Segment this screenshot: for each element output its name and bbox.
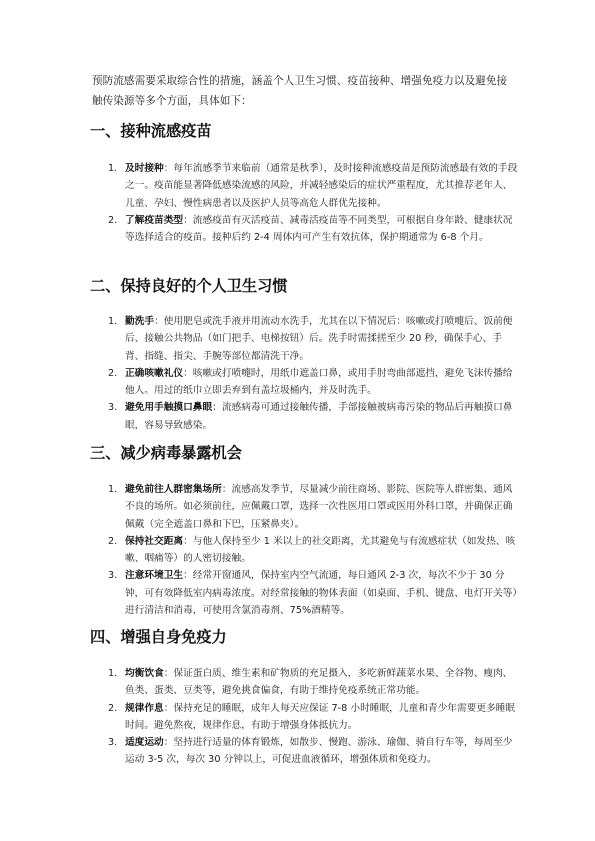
list-item-term: 了解疫苗类型	[125, 214, 184, 226]
list-item-term: 避免前往人群密集场所	[125, 484, 222, 495]
list-item-text: ：经常开窗通风，保持室内空气流通，每日通风 2-3 次，每次不少于 30 分钟，可有效降低室内病毒浓度。对经常接触的物体表面（如桌面、手机、键盘、电灯开关等）进行清洁和消毒，可使用含氯消毒剂、75%酒精等。	[125, 570, 518, 617]
list-number: 2.	[108, 214, 118, 226]
list-number: 3.	[108, 570, 118, 582]
list-item	[108, 533, 518, 568]
list-item-text: ：保持充足的睡眠，成年人每天应保证 7-8 小时睡眠，儿童和青少年需要更多睡眠时间。避免熬夜，规律作息，有助于增强身体抵抗力。	[125, 702, 516, 731]
list-item-text: ：坚持进行适量的体育锻炼，如散步、慢跑、游泳、瑜伽、骑自行车等，每周至少运动 3-5 次，每次 30 分钟以上，可促进血液循环，增强体质和免疫力。	[125, 737, 513, 766]
list-item	[108, 313, 518, 365]
list-number: 2.	[108, 367, 118, 379]
list-item-term: 避免用手触摸口鼻眼	[125, 402, 213, 414]
section-list-immunity	[108, 665, 518, 769]
list-item	[108, 567, 518, 619]
list-number: 1.	[108, 163, 118, 174]
list-item	[108, 365, 518, 400]
list-number: 3.	[108, 737, 118, 749]
list-item-text: ：使用肥皂或洗手液并用流动水洗手，尤其在以下情况后：咳嗽或打喷嚏后、饭前便后、接触公共物品（如门把手、电梯按钮）后。洗手时需揉搓至少 20 秒，确保手心、手背、指缝、指尖、手腕等部位都清洗干净。	[125, 316, 513, 362]
list-number: 1.	[108, 316, 118, 327]
intro-paragraph: 预防流感需要采取综合性的措施，涵盖个人卫生习惯、疫苗接种、增强免疫力以及避免接触传染源等多个方面，具体如下：	[92, 75, 508, 107]
list-number: 2.	[108, 535, 118, 547]
list-item	[108, 481, 518, 533]
section-heading-immunity: 四、增强自身免疫力	[90, 628, 227, 646]
list-item-text: ：每年流感季节来临前（通常是秋季），及时接种流感疫苗是预防流感最有效的手段之一。疫苗能显著降低感染流感的风险，并减轻感染后的症状严重程度，尤其推荐老年人、儿童、孕妇、慢性病患者以及医护人员等高危人群优先接种。	[125, 163, 518, 209]
section-list-hygiene	[108, 313, 518, 434]
section-heading-hygiene: 二、保持良好的个人卫生习惯	[90, 277, 288, 295]
list-item-term: 及时接种	[125, 163, 164, 174]
section-heading-exposure: 三、减少病毒暴露机会	[90, 444, 242, 462]
section-heading-vaccination: 一、接种流感疫苗	[90, 122, 212, 140]
list-item	[108, 665, 518, 700]
list-item-term: 正确咳嗽礼仪	[125, 367, 184, 379]
list-number: 1.	[108, 668, 118, 679]
list-number: 2.	[108, 702, 118, 714]
list-item-text: ：流感疫苗有灭活疫苗、减毒活疫苗等不同类型，可根据自身年龄、健康状况等选择适合的疫苗。接种后约 2-4 周体内可产生有效抗体，保护期通常为 6-8 个月。	[125, 214, 513, 244]
list-item-term: 均衡饮食	[125, 668, 164, 679]
list-item	[108, 160, 518, 212]
list-item	[108, 399, 518, 434]
list-item	[108, 700, 518, 735]
list-item	[108, 734, 518, 769]
list-item-term: 勤洗手	[125, 316, 155, 327]
list-item-text: ：咳嗽或打喷嚏时，用纸巾遮盖口鼻，或用手肘弯曲部遮挡，避免飞沫传播给他人。用过的纸巾立即丢弃到有盖垃圾桶内，并及时洗手。	[125, 367, 513, 397]
section-list-exposure	[108, 481, 518, 619]
list-item	[108, 212, 518, 247]
list-item-term: 规律作息	[125, 702, 164, 714]
section-list-vaccination	[108, 160, 518, 246]
list-item-text: ：保证蛋白质、维生素和矿物质的充足摄入，多吃新鲜蔬菜水果、全谷物、瘦肉、鱼类、蛋类、豆类等，避免挑食偏食，有助于维持免疫系统正常功能。	[125, 668, 513, 697]
list-number: 3.	[108, 402, 118, 414]
list-item-term: 适度运动	[125, 737, 164, 749]
list-item-text: ：流感高发季节，尽量减少前往商场、影院、医院等人群密集、通风不良的场所。如必须前往，应佩戴口罩，选择一次性医用口罩或医用外科口罩，并确保正确佩戴（完全遮盖口鼻和下巴，压紧鼻夹）。	[125, 484, 513, 530]
list-item-term: 保持社交距离	[125, 535, 184, 547]
list-item-text: ：与他人保持至少 1 米以上的社交距离，尤其避免与有流感症状（如发热、咳嗽、咽痛等）的人密切接触。	[125, 535, 516, 565]
list-item-term: 注意环境卫生	[125, 570, 184, 582]
list-number: 1.	[108, 484, 118, 495]
list-item-text: ：流感病毒可通过接触传播，手部接触被病毒污染的物品后再触摸口鼻眼，容易导致感染。	[125, 402, 513, 431]
